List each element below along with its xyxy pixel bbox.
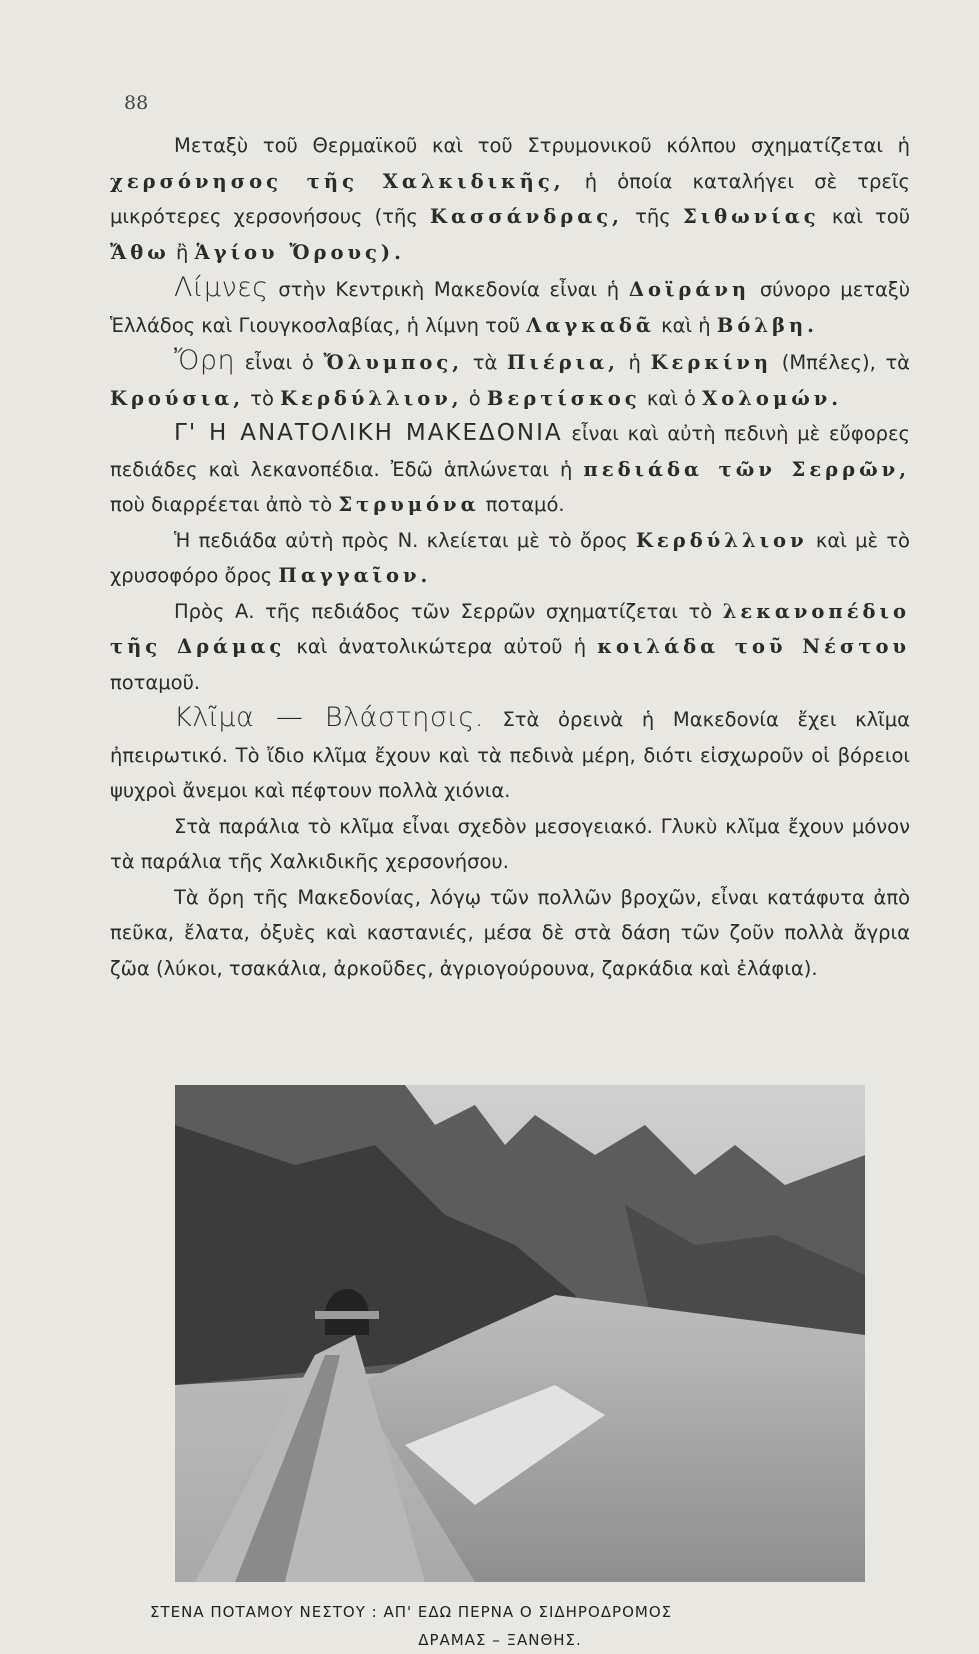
text-run: καὶ μὲ τὸ χρυσοφόρο ὄρος (110, 528, 910, 587)
paragraph-serres-plain (110, 523, 910, 594)
spaced-term: Κερδύλλιον, (280, 386, 463, 410)
spaced-term: Ἄθω (110, 240, 170, 264)
paragraph-climate (110, 700, 910, 809)
text-run: ὁ (468, 386, 481, 410)
text-run: ἢ (176, 240, 189, 264)
paragraph-vegetation (110, 880, 910, 987)
section-heading: Ὄρη (174, 345, 236, 376)
spaced-term: χερσόνησος τῆς Χαλκιδικῆς, (110, 169, 565, 193)
text-run: σύνορο μεταξὺ Ἑλλάδος καὶ Γιουγκοσλαβίας, ἡ λίμνη τοῦ (110, 278, 910, 337)
text-run: ποταμοῦ. (110, 670, 201, 694)
spaced-term: λεκανοπέδιο τῆς Δράμας (110, 599, 910, 658)
spaced-term: Λαγκαδᾶ (526, 313, 655, 337)
section-heading: Γ' Η ΑΝΑΤΟΛΙΚΗ ΜΑΚΕΔΟΝΙΑ (174, 420, 563, 446)
paragraph-east-macedonia (110, 416, 910, 523)
spaced-term: κοιλάδα τοῦ Νέστου (597, 635, 911, 658)
text-run: Στὰ παράλια τὸ κλῖμα εἶναι σχεδὸν μεσογειακό. Γλυκὺ κλῖμα ἔχουν μόνον τὰ παράλια τῆς Χαλκιδικῆς χερσονήσου. (110, 814, 910, 873)
text-run: τὰ (472, 351, 498, 374)
nestos-gorge-photo (175, 1085, 865, 1582)
text-run: καὶ ὁ (646, 386, 696, 410)
text-run: εἶναι ὁ (244, 351, 314, 374)
spaced-term: Ἁγίου Ὄρους). (194, 240, 405, 264)
text-run: στὴν Κεντρικὴ Μακεδονία εἶναι ἡ (278, 278, 620, 301)
spaced-term: Κερκίνη (650, 351, 773, 374)
section-heading: Λίμνες (174, 272, 269, 303)
text-run: εἶναι καὶ αὐτὴ πεδινὴ μὲ εὔφορες πεδιάδες καὶ λεκανοπέδια. Ἐδῶ ἁπλώνεται ἡ (110, 422, 910, 481)
caption-line-2: ΔΡΑΜΑΣ – ΞΑΝΘΗΣ. (418, 1631, 582, 1649)
text-run: (Μπέλες), τὰ (781, 351, 911, 374)
body-text (110, 128, 910, 986)
spaced-term: Πιέρια, (506, 351, 619, 374)
paragraph-drama-basin (110, 594, 910, 701)
text-run: τῆς (635, 205, 671, 228)
text-run: Τὰ ὄρη τῆς Μακεδονίας, λόγῳ τῶν πολλῶν βροχῶν, εἶναι κατάφυτα ἀπὸ πεῦκα, ἔλατα, ὀξυὲς καὶ καστανιές, μέσα δὲ στὰ δάση τῶν ζοῦν πολλὰ ἄγρια ζῶα (λύκοι, τσακάλια, ἀρκοῦδες, ἀγριογούρουνα, ζαρκάδια καὶ ἐλάφια). (110, 885, 910, 980)
spaced-term: Κασσάνδρας, (430, 205, 623, 228)
spaced-term: Χολομών. (702, 386, 843, 410)
spaced-term: Στρυμόνα (338, 493, 480, 516)
caption-line-1: ΣΤΕΝΑ ΠΟΤΑΜΟΥ ΝΕΣΤΟΥ : ΑΠ' ΕΔΩ ΠΕΡΝΑ Ο ΣΙΔΗΡΟΔΡΟΜΟΣ (150, 1603, 673, 1621)
spaced-term: Σιθωνίας (682, 205, 820, 228)
section-heading: Κλῖμα — Βλάστησις. (174, 702, 484, 733)
text-run: τὸ (250, 386, 274, 410)
text-run: καὶ ἡ (661, 313, 711, 337)
spaced-term: Βερτίσκος (486, 386, 641, 410)
photo-caption (150, 1598, 850, 1654)
text-run: ἡ (628, 351, 641, 374)
text-run: ποταμό. (485, 493, 565, 516)
spaced-term: Κρούσια, (110, 386, 245, 410)
paragraph-lakes (110, 270, 910, 343)
page-number: 88 (124, 92, 149, 114)
text-run: καὶ ἀνατολικώτερα αὐτοῦ ἡ (296, 635, 587, 658)
text-run: ποὺ διαρρέεται ἀπὸ τὸ (110, 493, 333, 516)
text-run: Μεταξὺ τοῦ Θερμαϊκοῦ καὶ τοῦ Στρυμονικοῦ κόλπου σχηματίζεται ἡ (174, 134, 910, 157)
spaced-term: Κερδύλλιον (635, 528, 808, 552)
text-run: Πρὸς Α. τῆς πεδιάδος τῶν Σερρῶν σχηματίζεται τὸ (174, 599, 713, 623)
paragraph-coast-climate (110, 809, 910, 880)
paragraph-mountains (110, 343, 910, 416)
text-run: Στὰ ὀρεινὰ ἡ Μακεδονία ἔχει κλῖμα ἠπειρωτικό. Τὸ ἴδιο κλῖμα ἔχουν καὶ τὰ πεδινὰ μέρη, διότι εἰσχωροῦν οἱ βόρειοι ψυχροὶ ἄνεμοι καὶ πέφτουν πολλὰ χιόνια. (110, 708, 910, 802)
spaced-term: Παγγαῖον. (278, 564, 432, 587)
spaced-term: Βόλβη. (716, 313, 818, 337)
paragraph-chalkidiki (110, 128, 910, 270)
text-run: Ἡ πεδιάδα αὐτὴ πρὸς Ν. κλείεται μὲ τὸ ὄρος (174, 528, 628, 552)
text-run: ἡ ὁποία καταλήγει σὲ τρεῖς μικρότερες χερσονήσους (τῆς (110, 169, 911, 228)
photo-illustration (175, 1085, 865, 1582)
spaced-term: πεδιάδα τῶν Σερρῶν, (583, 457, 910, 481)
text-run: καὶ τοῦ (831, 205, 910, 228)
spaced-term: Ὄλυμπος, (323, 351, 464, 374)
spaced-term: Δοϊράνη (628, 278, 751, 301)
